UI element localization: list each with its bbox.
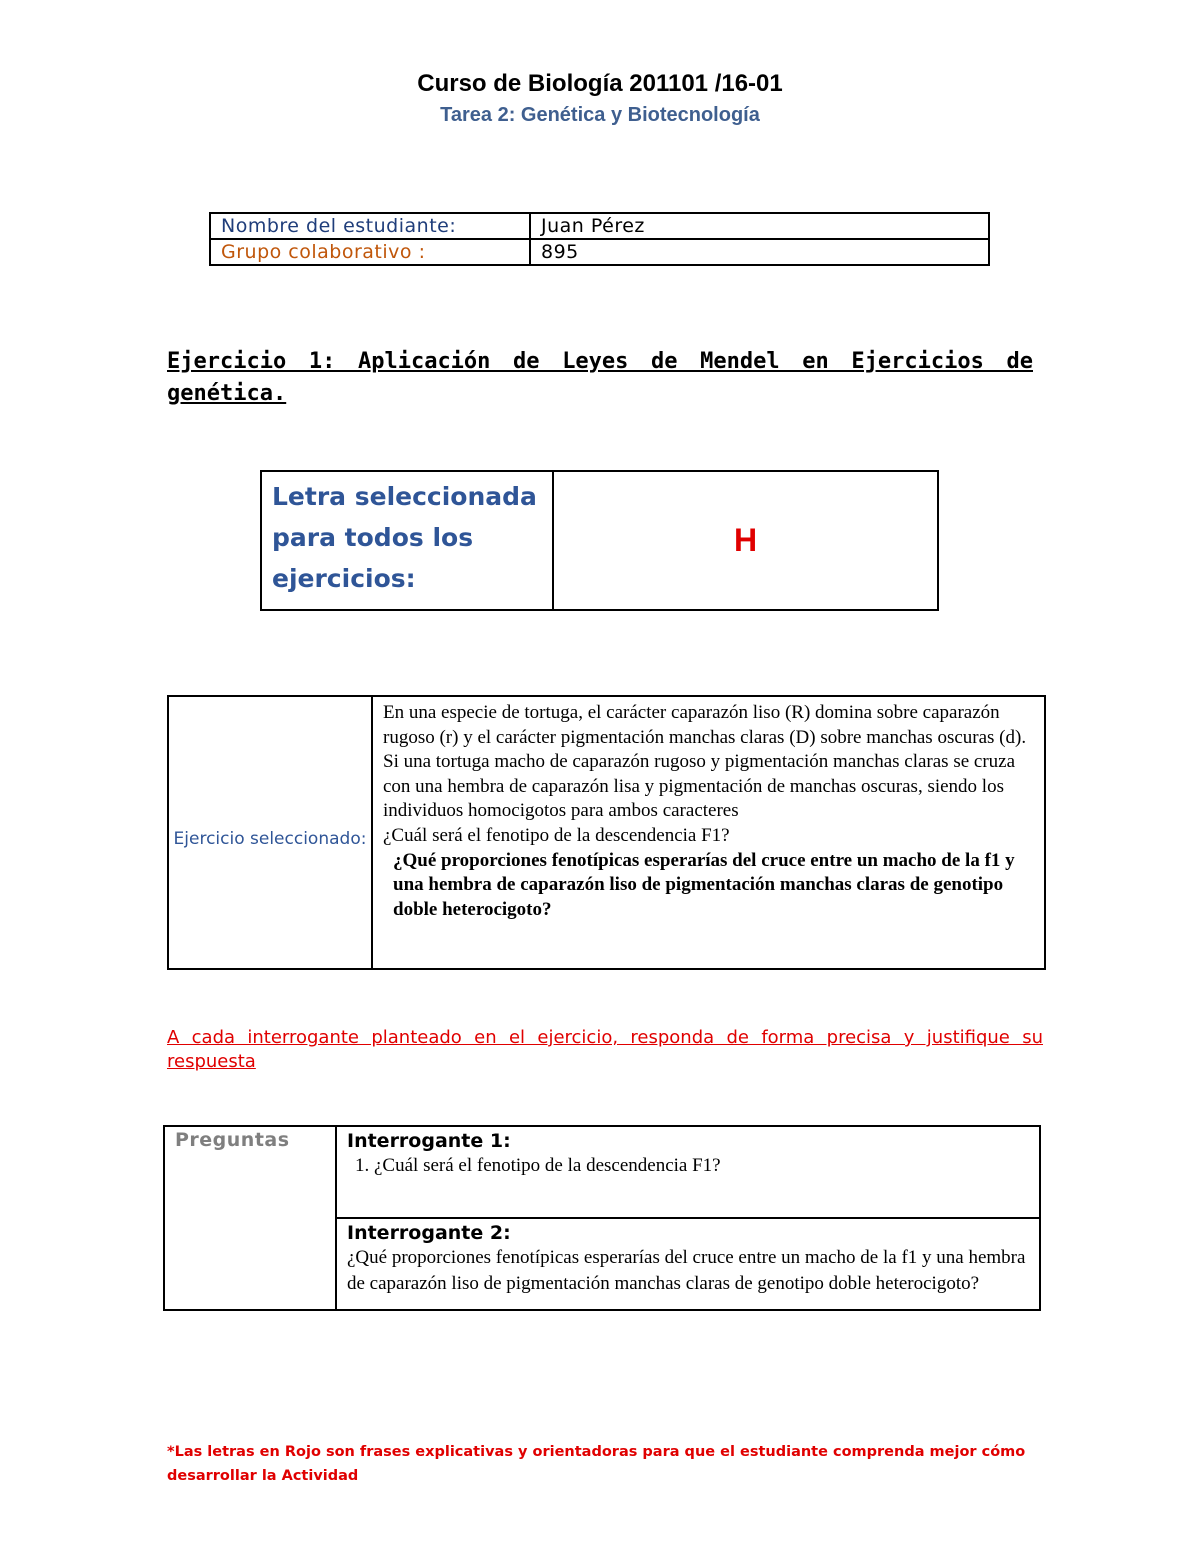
exercise-statement	[372, 696, 1045, 969]
exercise-question-bold: ¿Qué proporciones fenotípicas esperarías del cruce entre un macho de la f1 y una hembra de caparazón liso de pigmentación manchas claras de genotipo doble heterocigoto?	[393, 849, 1015, 920]
exercise-paragraph: Si una tortuga macho de caparazón rugoso y pigmentación manchas claras se cruza con una hembra de caparazón lisa y pigmentación de manchas oscuras, siendo los individuos homocigotos para ambos caracteres	[383, 751, 1016, 822]
exercise-heading-line1: Ejercicio 1: Aplicación de Leyes de Mendel en Ejercicios de	[167, 349, 1033, 374]
page-title: Curso de Biología 201101 /16-01	[417, 70, 783, 97]
question-2-text: ¿Qué proporciones fenotípicas esperarías del cruce entre un macho de la f1 y una hembra de caparazón liso de pigmentación manchas claras de genotipo doble heterocigoto?	[347, 1247, 1026, 1294]
exercise-heading-line2: genética.	[167, 381, 287, 406]
student-name-label: Nombre del estudiante:	[210, 213, 530, 239]
selected-letter-table	[260, 470, 939, 611]
student-group-value: 895	[530, 239, 989, 265]
student-name-row	[210, 213, 989, 239]
exercise-paragraph: En una especie de tortuga, el carácter caparazón liso (R) domina sobre caparazón rugoso (r) y el carácter pigmentación manchas claras (D) sobre manchas oscuras (d).	[383, 702, 1027, 748]
question-1-title: Interrogante 1:	[347, 1130, 511, 1152]
selected-letter-label: Letra seleccionada para todos los ejercicios:	[261, 471, 553, 610]
exercise-label: Ejercicio seleccionado:	[168, 696, 372, 969]
exercise-question: ¿Cuál será el fenotipo de la descendencia F1?	[383, 824, 730, 846]
selected-letter-value: H	[553, 471, 938, 610]
questions-table	[163, 1125, 1041, 1311]
exercise-table	[167, 695, 1046, 970]
questions-label: Preguntas	[164, 1126, 336, 1310]
student-name-value: Juan Pérez	[530, 213, 989, 239]
question-2-title: Interrogante 2:	[347, 1222, 511, 1244]
instruction-text: A cada interrogante planteado en el ejercicio, responda de forma precisa y justifique su respuesta	[167, 1027, 1043, 1072]
page-subtitle: Tarea 2: Genética y Biotecnología	[440, 104, 760, 126]
question-1-cell	[336, 1126, 1040, 1218]
question-2-cell	[336, 1218, 1040, 1310]
student-group-label: Grupo colaborativo :	[210, 239, 530, 265]
student-info-table	[209, 212, 990, 266]
footnote: *Las letras en Rojo son frases explicativas y orientadoras para que el estudiante comprenda mejor cómo desarrollar la Actividad	[167, 1444, 1026, 1484]
question-1-text: 1. ¿Cuál será el fenotipo de la descendencia F1?	[355, 1155, 721, 1176]
student-group-row	[210, 239, 989, 265]
